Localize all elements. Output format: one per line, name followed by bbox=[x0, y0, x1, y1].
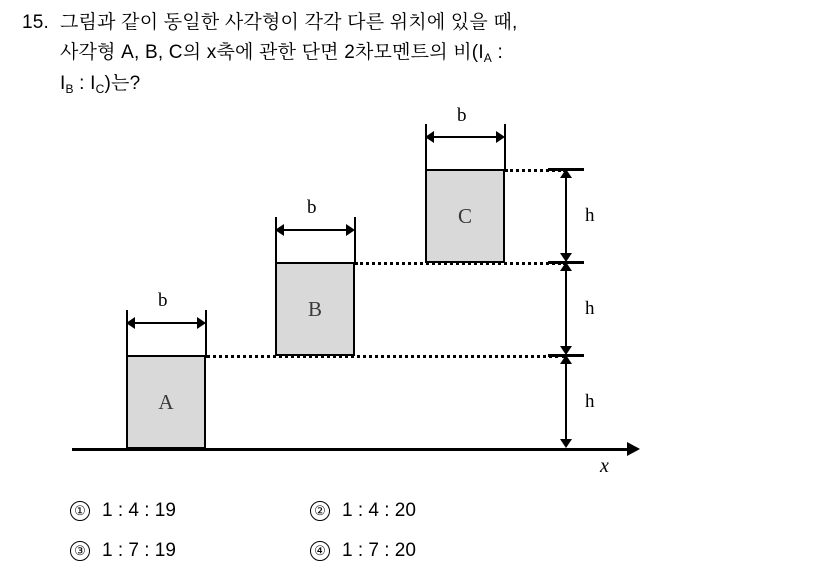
answer-choices bbox=[70, 500, 770, 580]
choice-row-1 bbox=[70, 500, 770, 522]
question-text-line-3 bbox=[60, 69, 782, 100]
choice-1-marker: ① bbox=[70, 501, 90, 521]
width-c-extension-right bbox=[504, 124, 506, 169]
figure-diagram bbox=[0, 105, 826, 485]
height-arrow-bottom-head-down bbox=[560, 439, 572, 448]
question-text-line-2 bbox=[60, 38, 782, 69]
question-text-line-1: 그림과 같이 동일한 사각형이 각각 다른 위치에 있을 때, bbox=[60, 12, 518, 33]
width-arrow-b-shaft bbox=[281, 229, 349, 231]
choice-4-text: 1 : 7 : 20 bbox=[342, 540, 416, 561]
leader-line-b bbox=[355, 262, 566, 265]
question-text-line-2b: : bbox=[492, 42, 503, 63]
question-number: 15. bbox=[22, 12, 50, 33]
choice-1[interactable] bbox=[70, 500, 310, 522]
question-text-line-2a: 사각형 A, B, C의 x축에 관한 단면 2차모멘트의 비(I bbox=[60, 42, 484, 63]
height-arrow-bottom-shaft bbox=[565, 361, 567, 442]
choice-row-2 bbox=[70, 540, 770, 562]
width-arrow-c bbox=[425, 131, 505, 143]
question-text-line-3c: )는? bbox=[104, 73, 141, 94]
question-text-line-3b: : I bbox=[73, 73, 96, 94]
width-label-b: b bbox=[307, 197, 317, 218]
rectangle-a-label: A bbox=[158, 389, 174, 414]
leader-line-a bbox=[206, 355, 566, 358]
question-line-2 bbox=[22, 38, 782, 69]
rectangle-a bbox=[126, 355, 206, 449]
height-tick-mid-lower bbox=[548, 354, 584, 357]
choice-2[interactable] bbox=[310, 500, 416, 522]
width-a-extension-left bbox=[126, 310, 128, 355]
subscript-ia: A bbox=[483, 51, 493, 65]
choice-4-marker: ④ bbox=[310, 541, 330, 561]
height-arrow-top bbox=[560, 169, 572, 262]
rectangle-c bbox=[425, 169, 505, 263]
width-arrow-b bbox=[275, 224, 355, 236]
height-arrow-middle-shaft bbox=[565, 268, 567, 349]
height-label-middle: h bbox=[585, 298, 595, 319]
width-a-extension-right bbox=[205, 310, 207, 355]
question-block bbox=[22, 8, 782, 100]
rectangle-c-label: C bbox=[457, 203, 472, 228]
choice-4[interactable] bbox=[310, 540, 416, 562]
choice-2-text: 1 : 4 : 20 bbox=[342, 500, 416, 521]
choice-1-text: 1 : 4 : 19 bbox=[102, 500, 176, 521]
width-label-c: b bbox=[457, 105, 467, 126]
height-tick-top bbox=[548, 168, 584, 171]
subscript-ic: C bbox=[95, 82, 105, 96]
width-arrow-c-shaft bbox=[431, 136, 499, 138]
x-axis-label: x bbox=[600, 455, 609, 477]
question-line-1 bbox=[22, 8, 782, 38]
choice-3[interactable] bbox=[70, 540, 310, 562]
subscript-ib: B bbox=[65, 82, 74, 96]
rectangle-b bbox=[275, 262, 355, 356]
question-line-3 bbox=[22, 69, 782, 100]
choice-3-text: 1 : 7 : 19 bbox=[102, 540, 176, 561]
height-tick-mid-upper bbox=[548, 261, 584, 264]
width-c-extension-left bbox=[425, 124, 427, 169]
width-b-extension-left bbox=[275, 217, 277, 262]
rectangle-b-label: B bbox=[307, 296, 322, 321]
width-arrow-a-shaft bbox=[132, 322, 200, 324]
height-label-bottom: h bbox=[585, 391, 595, 412]
question-text-line-3a: I bbox=[60, 73, 66, 94]
width-label-a: b bbox=[158, 290, 168, 311]
height-label-top: h bbox=[585, 205, 595, 226]
choice-2-marker: ② bbox=[310, 501, 330, 521]
height-arrow-top-shaft bbox=[565, 175, 567, 256]
x-axis-arrowhead bbox=[627, 442, 640, 456]
height-arrow-middle bbox=[560, 262, 572, 355]
width-arrow-a bbox=[126, 317, 206, 329]
height-arrow-bottom bbox=[560, 355, 572, 448]
width-b-extension-right bbox=[354, 217, 356, 262]
choice-3-marker: ③ bbox=[70, 541, 90, 561]
